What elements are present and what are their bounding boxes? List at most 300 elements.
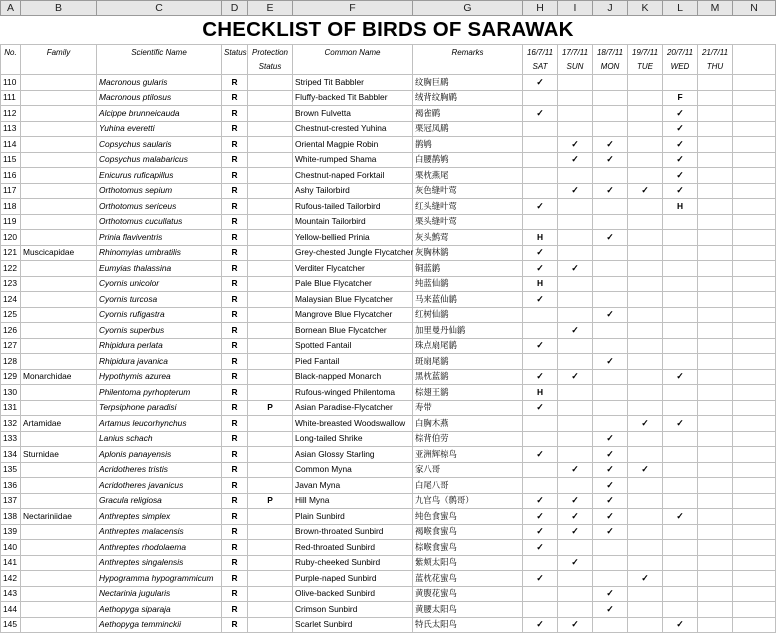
protection-status-cell[interactable]: [248, 602, 293, 618]
remarks-cell[interactable]: 黄腹花蜜鸟: [413, 586, 523, 602]
row-number[interactable]: 138: [1, 509, 21, 525]
empty-cell[interactable]: [733, 416, 776, 432]
scientific-name-cell[interactable]: Anthreptes simplex: [97, 509, 222, 525]
status-cell[interactable]: R: [222, 385, 248, 401]
scientific-name-cell[interactable]: Alcippe brunneicauda: [97, 106, 222, 122]
sighting-cell[interactable]: [698, 431, 733, 447]
row-number[interactable]: 143: [1, 586, 21, 602]
column-letter-g[interactable]: G: [413, 1, 523, 16]
family-cell[interactable]: [21, 106, 97, 122]
scientific-name-cell[interactable]: Cyornis superbus: [97, 323, 222, 339]
empty-cell[interactable]: [733, 292, 776, 308]
sighting-cell[interactable]: [628, 307, 663, 323]
status-cell[interactable]: R: [222, 168, 248, 184]
row-number[interactable]: 114: [1, 137, 21, 153]
protection-status-cell[interactable]: [248, 555, 293, 571]
family-cell[interactable]: [21, 338, 97, 354]
sighting-cell[interactable]: [663, 245, 698, 261]
scientific-name-cell[interactable]: Hypothymis azurea: [97, 369, 222, 385]
protection-status-cell[interactable]: [248, 230, 293, 246]
check-mark-icon[interactable]: ✓: [663, 121, 698, 137]
common-name-cell[interactable]: Brown Fulvetta: [293, 106, 413, 122]
protection-status-cell[interactable]: [248, 214, 293, 230]
status-cell[interactable]: R: [222, 183, 248, 199]
protection-status-cell[interactable]: [248, 509, 293, 525]
row-number[interactable]: 142: [1, 571, 21, 587]
status-cell[interactable]: R: [222, 586, 248, 602]
row-number[interactable]: 128: [1, 354, 21, 370]
sighting-cell[interactable]: [593, 617, 628, 633]
common-name-cell[interactable]: Pale Blue Flycatcher: [293, 276, 413, 292]
sighting-cell[interactable]: [698, 199, 733, 215]
sighting-cell[interactable]: [698, 416, 733, 432]
common-name-cell[interactable]: Striped Tit Babbler: [293, 75, 413, 91]
sighting-cell[interactable]: [698, 354, 733, 370]
status-cell[interactable]: R: [222, 354, 248, 370]
scientific-name-cell[interactable]: Anthreptes singalensis: [97, 555, 222, 571]
sighting-cell[interactable]: [593, 245, 628, 261]
row-number[interactable]: 131: [1, 400, 21, 416]
common-name-cell[interactable]: Asian Glossy Starling: [293, 447, 413, 463]
status-cell[interactable]: R: [222, 292, 248, 308]
sighting-cell[interactable]: [698, 524, 733, 540]
protection-status-cell[interactable]: [248, 416, 293, 432]
scientific-name-cell[interactable]: Copsychus malabaricus: [97, 152, 222, 168]
scientific-name-cell[interactable]: Cyornis unicolor: [97, 276, 222, 292]
check-mark-icon[interactable]: ✓: [593, 447, 628, 463]
scientific-name-cell[interactable]: Anthreptes malacensis: [97, 524, 222, 540]
sighting-cell[interactable]: [628, 400, 663, 416]
family-cell[interactable]: [21, 602, 97, 618]
check-mark-icon[interactable]: ✓: [523, 369, 558, 385]
remarks-cell[interactable]: 黑枕蓝鹟: [413, 369, 523, 385]
status-cell[interactable]: R: [222, 602, 248, 618]
empty-cell[interactable]: [733, 431, 776, 447]
scientific-name-cell[interactable]: Yuhina everetti: [97, 121, 222, 137]
row-number[interactable]: 141: [1, 555, 21, 571]
sighting-cell[interactable]: [628, 230, 663, 246]
empty-cell[interactable]: [733, 524, 776, 540]
empty-cell[interactable]: [733, 75, 776, 91]
sighting-cell[interactable]: [523, 121, 558, 137]
scientific-name-cell[interactable]: Anthreptes rhodolaema: [97, 540, 222, 556]
status-cell[interactable]: R: [222, 617, 248, 633]
row-number[interactable]: 118: [1, 199, 21, 215]
remarks-cell[interactable]: 褐雀鹛: [413, 106, 523, 122]
status-cell[interactable]: R: [222, 493, 248, 509]
check-mark-icon[interactable]: ✓: [558, 524, 593, 540]
sighting-cell[interactable]: [593, 571, 628, 587]
sighting-cell[interactable]: [628, 617, 663, 633]
sighting-cell[interactable]: [663, 230, 698, 246]
empty-cell[interactable]: [733, 276, 776, 292]
sighting-cell[interactable]: [698, 385, 733, 401]
protection-status-cell[interactable]: [248, 462, 293, 478]
sighting-cell[interactable]: [663, 555, 698, 571]
remarks-cell[interactable]: 加里曼丹仙鹟: [413, 323, 523, 339]
check-mark-icon[interactable]: ✓: [663, 106, 698, 122]
sighting-cell[interactable]: [558, 571, 593, 587]
sighting-cell[interactable]: [628, 121, 663, 137]
family-cell[interactable]: [21, 276, 97, 292]
remarks-cell[interactable]: 褐喉食蜜鸟: [413, 524, 523, 540]
protection-status-cell[interactable]: [248, 385, 293, 401]
remarks-cell[interactable]: 红树仙鹟: [413, 307, 523, 323]
sighting-cell[interactable]: [628, 261, 663, 277]
empty-cell[interactable]: [733, 230, 776, 246]
column-letter-i[interactable]: I: [558, 1, 593, 16]
protection-status-cell[interactable]: [248, 245, 293, 261]
sighting-cell[interactable]: [593, 385, 628, 401]
remarks-cell[interactable]: 黄腰太阳鸟: [413, 602, 523, 618]
sighting-cell[interactable]: [558, 416, 593, 432]
common-name-cell[interactable]: Ashy Tailorbird: [293, 183, 413, 199]
column-letter-d[interactable]: D: [222, 1, 248, 16]
empty-cell[interactable]: [733, 400, 776, 416]
empty-cell[interactable]: [733, 307, 776, 323]
family-cell[interactable]: [21, 385, 97, 401]
check-mark-icon[interactable]: ✓: [663, 416, 698, 432]
family-cell[interactable]: [21, 571, 97, 587]
sighting-cell[interactable]: [663, 493, 698, 509]
family-cell[interactable]: Nectariniidae: [21, 509, 97, 525]
sighting-cell[interactable]: [628, 292, 663, 308]
sighting-cell[interactable]: [558, 106, 593, 122]
protection-status-cell[interactable]: [248, 292, 293, 308]
empty-cell[interactable]: [733, 571, 776, 587]
protection-status-cell[interactable]: [248, 524, 293, 540]
check-mark-icon[interactable]: ✓: [663, 509, 698, 525]
sighting-cell[interactable]: [628, 540, 663, 556]
remarks-cell[interactable]: 栗冠凤鹛: [413, 121, 523, 137]
remarks-cell[interactable]: 白尾八哥: [413, 478, 523, 494]
remarks-cell[interactable]: 斑扇尾鹟: [413, 354, 523, 370]
sighting-code-cell[interactable]: H: [663, 199, 698, 215]
protection-status-cell[interactable]: [248, 106, 293, 122]
sighting-cell[interactable]: [698, 230, 733, 246]
sighting-cell[interactable]: [523, 555, 558, 571]
status-cell[interactable]: R: [222, 431, 248, 447]
family-cell[interactable]: Artamidae: [21, 416, 97, 432]
sighting-cell[interactable]: [523, 137, 558, 153]
family-cell[interactable]: [21, 292, 97, 308]
check-mark-icon[interactable]: ✓: [593, 478, 628, 494]
family-cell[interactable]: [21, 183, 97, 199]
common-name-cell[interactable]: Black-napped Monarch: [293, 369, 413, 385]
sighting-cell[interactable]: [593, 338, 628, 354]
family-cell[interactable]: [21, 137, 97, 153]
remarks-cell[interactable]: 栗头缝叶莺: [413, 214, 523, 230]
sighting-cell[interactable]: [663, 292, 698, 308]
common-name-cell[interactable]: Hill Myna: [293, 493, 413, 509]
row-number[interactable]: 134: [1, 447, 21, 463]
check-mark-icon[interactable]: ✓: [593, 509, 628, 525]
check-mark-icon[interactable]: ✓: [663, 369, 698, 385]
sighting-cell[interactable]: [523, 462, 558, 478]
sighting-cell[interactable]: [663, 307, 698, 323]
sighting-cell[interactable]: [593, 90, 628, 106]
check-mark-icon[interactable]: ✓: [523, 509, 558, 525]
sighting-cell[interactable]: [593, 276, 628, 292]
status-cell[interactable]: R: [222, 540, 248, 556]
check-mark-icon[interactable]: ✓: [593, 602, 628, 618]
sighting-cell[interactable]: [558, 338, 593, 354]
remarks-cell[interactable]: 纯色食蜜鸟: [413, 509, 523, 525]
sighting-cell[interactable]: [558, 602, 593, 618]
sighting-cell[interactable]: [663, 75, 698, 91]
sighting-cell[interactable]: [698, 214, 733, 230]
remarks-cell[interactable]: 铜蓝鹟: [413, 261, 523, 277]
common-name-cell[interactable]: Spotted Fantail: [293, 338, 413, 354]
common-name-cell[interactable]: Red-throated Sunbird: [293, 540, 413, 556]
row-number[interactable]: 129: [1, 369, 21, 385]
sighting-cell[interactable]: [698, 121, 733, 137]
remarks-cell[interactable]: 珠点扇尾鹟: [413, 338, 523, 354]
sighting-cell[interactable]: [628, 369, 663, 385]
sighting-cell[interactable]: [558, 540, 593, 556]
sighting-cell[interactable]: [698, 168, 733, 184]
check-mark-icon[interactable]: ✓: [558, 323, 593, 339]
empty-cell[interactable]: [733, 168, 776, 184]
column-letter-l[interactable]: L: [663, 1, 698, 16]
common-name-cell[interactable]: Purple-naped Sunbird: [293, 571, 413, 587]
column-letter-j[interactable]: J: [593, 1, 628, 16]
sighting-cell[interactable]: [628, 90, 663, 106]
sighting-cell[interactable]: [628, 199, 663, 215]
protection-status-cell[interactable]: [248, 617, 293, 633]
row-number[interactable]: 122: [1, 261, 21, 277]
column-letter-c[interactable]: C: [97, 1, 222, 16]
protection-status-cell[interactable]: [248, 183, 293, 199]
family-cell[interactable]: [21, 524, 97, 540]
sighting-cell[interactable]: [628, 509, 663, 525]
common-name-cell[interactable]: Mountain Tailorbird: [293, 214, 413, 230]
sighting-cell[interactable]: [663, 261, 698, 277]
empty-cell[interactable]: [733, 602, 776, 618]
common-name-cell[interactable]: Asian Paradise-Flycatcher: [293, 400, 413, 416]
status-cell[interactable]: R: [222, 199, 248, 215]
check-mark-icon[interactable]: ✓: [593, 462, 628, 478]
row-number[interactable]: 140: [1, 540, 21, 556]
sighting-code-cell[interactable]: F: [663, 90, 698, 106]
check-mark-icon[interactable]: ✓: [523, 261, 558, 277]
check-mark-icon[interactable]: ✓: [663, 137, 698, 153]
family-cell[interactable]: Sturnidae: [21, 447, 97, 463]
column-letter-h[interactable]: H: [523, 1, 558, 16]
sighting-cell[interactable]: [628, 602, 663, 618]
scientific-name-cell[interactable]: Copsychus saularis: [97, 137, 222, 153]
protection-status-cell[interactable]: [248, 307, 293, 323]
common-name-cell[interactable]: Oriental Magpie Robin: [293, 137, 413, 153]
family-cell[interactable]: [21, 307, 97, 323]
check-mark-icon[interactable]: ✓: [523, 106, 558, 122]
sighting-cell[interactable]: [663, 571, 698, 587]
family-cell[interactable]: [21, 555, 97, 571]
row-number[interactable]: 117: [1, 183, 21, 199]
row-number[interactable]: 120: [1, 230, 21, 246]
sighting-cell[interactable]: [698, 555, 733, 571]
scientific-name-cell[interactable]: Acridotheres tristis: [97, 462, 222, 478]
remarks-cell[interactable]: 紫颊太阳鸟: [413, 555, 523, 571]
sighting-cell[interactable]: [593, 400, 628, 416]
sighting-cell[interactable]: [558, 307, 593, 323]
check-mark-icon[interactable]: ✓: [593, 230, 628, 246]
remarks-cell[interactable]: 特氏太阳鸟: [413, 617, 523, 633]
sighting-cell[interactable]: [698, 509, 733, 525]
row-number[interactable]: 135: [1, 462, 21, 478]
family-cell[interactable]: [21, 152, 97, 168]
sighting-cell[interactable]: [663, 586, 698, 602]
family-cell[interactable]: [21, 75, 97, 91]
sighting-cell[interactable]: [523, 416, 558, 432]
common-name-cell[interactable]: Rufous-tailed Tailorbird: [293, 199, 413, 215]
common-name-cell[interactable]: Long-tailed Shrike: [293, 431, 413, 447]
sighting-cell[interactable]: [698, 338, 733, 354]
sighting-cell[interactable]: [628, 447, 663, 463]
sighting-cell[interactable]: [698, 447, 733, 463]
check-mark-icon[interactable]: ✓: [558, 555, 593, 571]
sighting-cell[interactable]: [558, 75, 593, 91]
status-cell[interactable]: R: [222, 416, 248, 432]
protection-status-cell[interactable]: [248, 121, 293, 137]
status-cell[interactable]: R: [222, 75, 248, 91]
scientific-name-cell[interactable]: Nectarinia jugularis: [97, 586, 222, 602]
sighting-cell[interactable]: [698, 307, 733, 323]
scientific-name-cell[interactable]: Rhipidura javanica: [97, 354, 222, 370]
sighting-cell[interactable]: [698, 400, 733, 416]
check-mark-icon[interactable]: ✓: [593, 431, 628, 447]
remarks-cell[interactable]: 灰头鹪莺: [413, 230, 523, 246]
sighting-cell[interactable]: [523, 431, 558, 447]
sighting-cell[interactable]: [698, 245, 733, 261]
row-number[interactable]: 133: [1, 431, 21, 447]
status-cell[interactable]: R: [222, 276, 248, 292]
empty-cell[interactable]: [733, 617, 776, 633]
sighting-cell[interactable]: [558, 245, 593, 261]
scientific-name-cell[interactable]: Acridotheres javanicus: [97, 478, 222, 494]
family-cell[interactable]: [21, 168, 97, 184]
remarks-cell[interactable]: 红头缝叶莺: [413, 199, 523, 215]
row-number[interactable]: 123: [1, 276, 21, 292]
sighting-cell[interactable]: [628, 168, 663, 184]
check-mark-icon[interactable]: ✓: [558, 617, 593, 633]
status-cell[interactable]: R: [222, 230, 248, 246]
row-number[interactable]: 125: [1, 307, 21, 323]
family-cell[interactable]: [21, 478, 97, 494]
family-cell[interactable]: [21, 214, 97, 230]
sighting-cell[interactable]: [628, 276, 663, 292]
sighting-cell[interactable]: [663, 385, 698, 401]
check-mark-icon[interactable]: ✓: [558, 183, 593, 199]
empty-cell[interactable]: [733, 323, 776, 339]
sighting-cell[interactable]: [593, 168, 628, 184]
check-mark-icon[interactable]: ✓: [628, 462, 663, 478]
row-number[interactable]: 119: [1, 214, 21, 230]
sighting-cell[interactable]: [523, 168, 558, 184]
check-mark-icon[interactable]: ✓: [628, 571, 663, 587]
common-name-cell[interactable]: Crimson Sunbird: [293, 602, 413, 618]
empty-cell[interactable]: [733, 90, 776, 106]
scientific-name-cell[interactable]: Orthotomus sericeus: [97, 199, 222, 215]
common-name-cell[interactable]: Chestnut-crested Yuhina: [293, 121, 413, 137]
sighting-cell[interactable]: [628, 431, 663, 447]
sighting-cell[interactable]: [663, 354, 698, 370]
sighting-cell[interactable]: [558, 276, 593, 292]
protection-status-cell[interactable]: [248, 323, 293, 339]
check-mark-icon[interactable]: ✓: [558, 369, 593, 385]
row-number[interactable]: 112: [1, 106, 21, 122]
sighting-cell[interactable]: [558, 400, 593, 416]
remarks-cell[interactable]: 栗枕燕尾: [413, 168, 523, 184]
check-mark-icon[interactable]: ✓: [523, 400, 558, 416]
status-cell[interactable]: R: [222, 555, 248, 571]
protection-status-cell[interactable]: [248, 168, 293, 184]
column-letter-a[interactable]: A: [1, 1, 21, 16]
check-mark-icon[interactable]: ✓: [523, 292, 558, 308]
check-mark-icon[interactable]: ✓: [523, 571, 558, 587]
family-cell[interactable]: Monarchidae: [21, 369, 97, 385]
status-cell[interactable]: R: [222, 90, 248, 106]
sighting-cell[interactable]: [698, 478, 733, 494]
check-mark-icon[interactable]: ✓: [663, 617, 698, 633]
sighting-cell[interactable]: [663, 338, 698, 354]
status-cell[interactable]: R: [222, 478, 248, 494]
empty-cell[interactable]: [733, 245, 776, 261]
status-cell[interactable]: R: [222, 369, 248, 385]
row-number[interactable]: 113: [1, 121, 21, 137]
scientific-name-cell[interactable]: Cyornis turcosa: [97, 292, 222, 308]
empty-cell[interactable]: [733, 447, 776, 463]
check-mark-icon[interactable]: ✓: [558, 261, 593, 277]
status-cell[interactable]: R: [222, 462, 248, 478]
check-mark-icon[interactable]: ✓: [523, 447, 558, 463]
family-cell[interactable]: [21, 199, 97, 215]
sighting-cell[interactable]: [628, 75, 663, 91]
check-mark-icon[interactable]: ✓: [628, 416, 663, 432]
sighting-cell[interactable]: [558, 121, 593, 137]
sighting-cell[interactable]: [628, 137, 663, 153]
scientific-name-cell[interactable]: Aplonis panayensis: [97, 447, 222, 463]
sighting-cell[interactable]: [698, 75, 733, 91]
family-cell[interactable]: [21, 230, 97, 246]
empty-cell[interactable]: [733, 369, 776, 385]
scientific-name-cell[interactable]: Prinia flaviventris: [97, 230, 222, 246]
sighting-cell[interactable]: [628, 214, 663, 230]
common-name-cell[interactable]: Ruby-cheeked Sunbird: [293, 555, 413, 571]
remarks-cell[interactable]: 灰胸林鹟: [413, 245, 523, 261]
protection-status-cell[interactable]: [248, 431, 293, 447]
protection-status-cell[interactable]: [248, 571, 293, 587]
row-number[interactable]: 124: [1, 292, 21, 308]
family-cell[interactable]: [21, 354, 97, 370]
sighting-cell[interactable]: [523, 602, 558, 618]
scientific-name-cell[interactable]: Philentoma pyrhopterum: [97, 385, 222, 401]
sighting-cell[interactable]: [698, 183, 733, 199]
sighting-cell[interactable]: [628, 493, 663, 509]
empty-cell[interactable]: [733, 462, 776, 478]
sighting-cell[interactable]: [593, 75, 628, 91]
sighting-code-cell[interactable]: H: [523, 230, 558, 246]
check-mark-icon[interactable]: ✓: [593, 493, 628, 509]
row-number[interactable]: 111: [1, 90, 21, 106]
remarks-cell[interactable]: 九官鸟（鹩哥）: [413, 493, 523, 509]
remarks-cell[interactable]: 蓝枕花蜜鸟: [413, 571, 523, 587]
status-cell[interactable]: R: [222, 152, 248, 168]
sighting-cell[interactable]: [698, 292, 733, 308]
sighting-cell[interactable]: [558, 90, 593, 106]
check-mark-icon[interactable]: ✓: [523, 524, 558, 540]
sighting-cell[interactable]: [698, 369, 733, 385]
